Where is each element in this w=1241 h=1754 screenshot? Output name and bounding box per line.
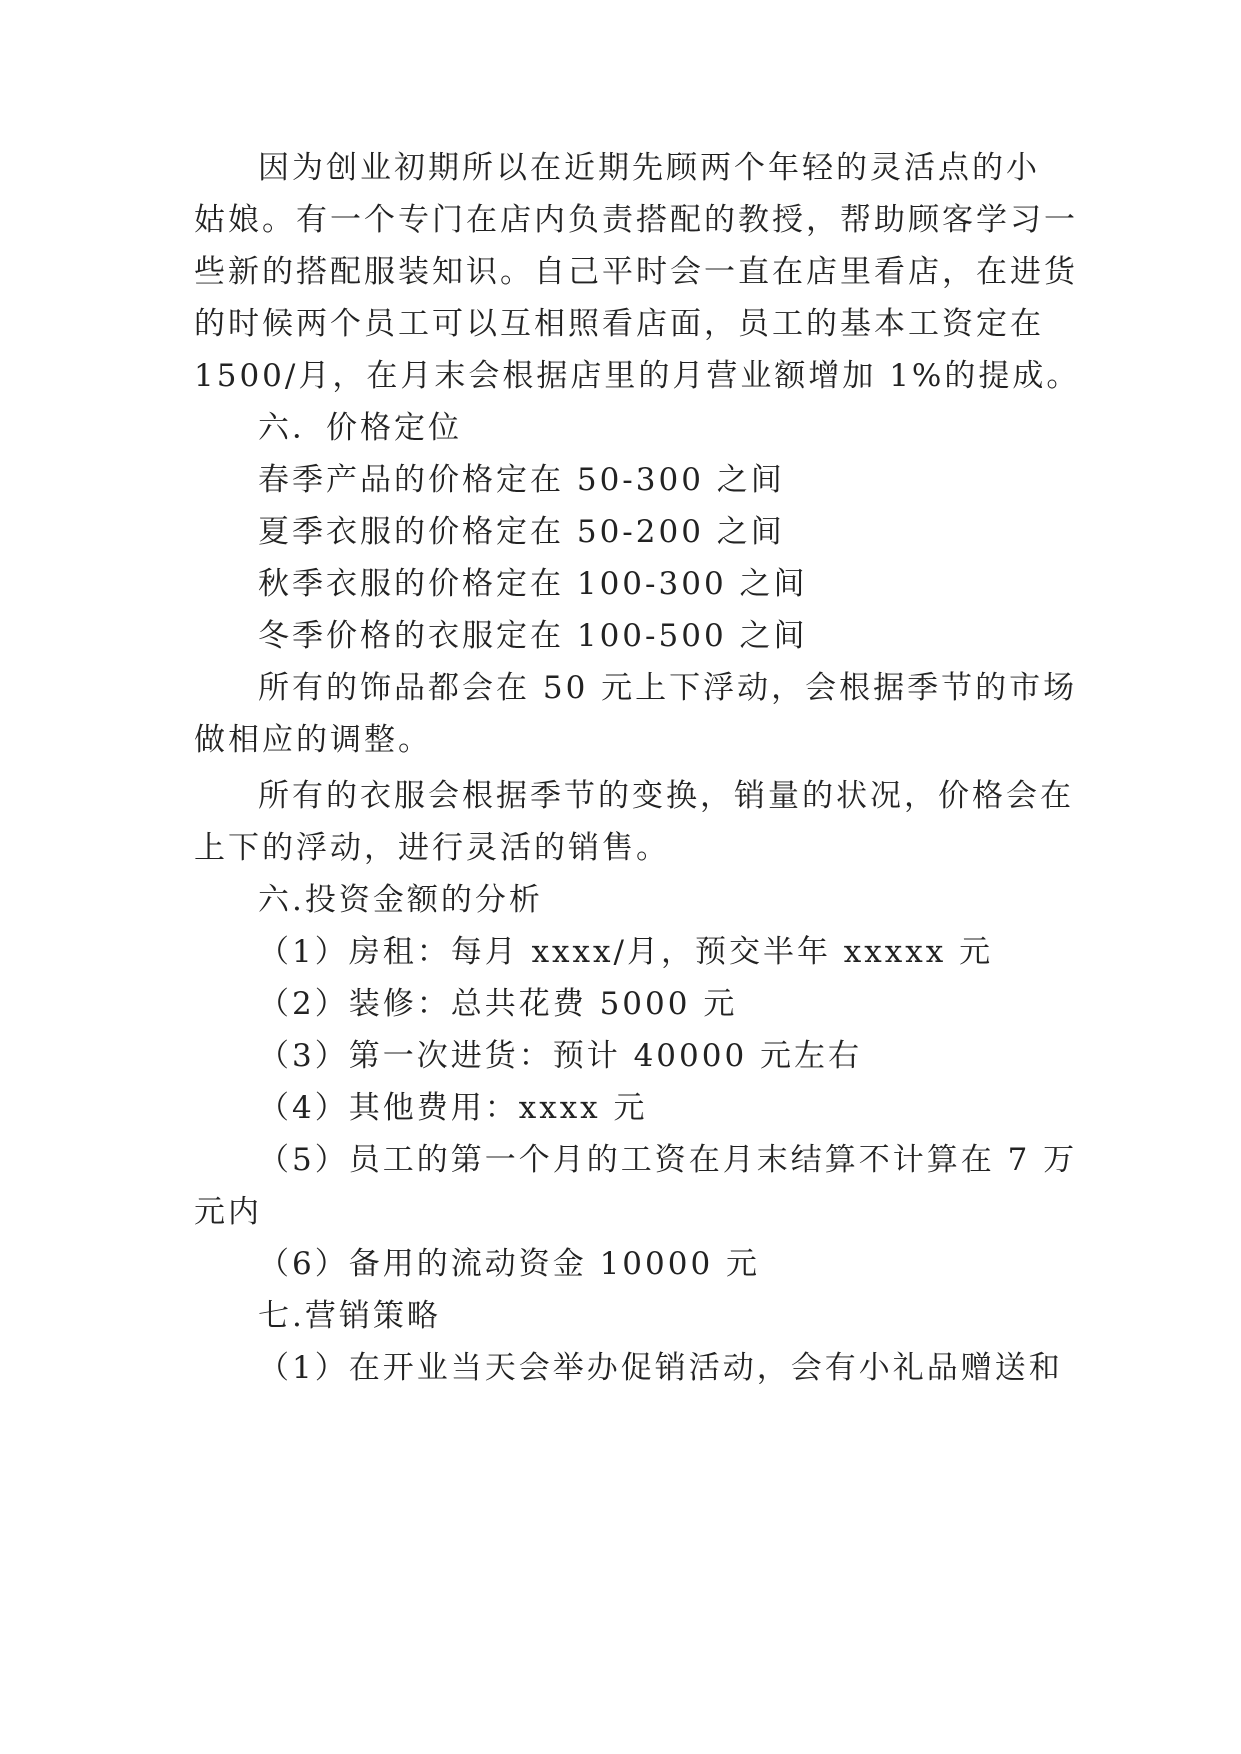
list-item: （6）备用的流动资金 10000 元 [258,1246,761,1282]
paragraph-line: 姑娘。有一个专门在店内负责搭配的教授，帮助顾客学习一 [194,202,1078,238]
list-item: （2）装修：总共花费 5000 元 [258,986,738,1022]
paragraph-line: 做相应的调整。 [194,722,432,758]
section-heading: 六．价格定位 [258,410,462,446]
list-item: 元内 [194,1194,262,1230]
price-item: 夏季衣服的价格定在 50-200 之间 [258,514,785,550]
paragraph-line: 所有的饰品都会在 50 元上下浮动，会根据季节的市场 [258,670,1078,706]
list-item: （1）房租：每月 xxxx/月，预交半年 xxxxx 元 [258,934,994,970]
paragraph-line: 因为创业初期所以在近期先顾两个年轻的灵活点的小 [258,150,1040,186]
paragraph-line: 的时候两个员工可以互相照看店面，员工的基本工资定在 [194,306,1044,342]
section-heading: 七.营销策略 [258,1298,441,1334]
list-item: （3）第一次进货：预计 40000 元左右 [258,1038,863,1074]
price-item: 冬季价格的衣服定在 100-500 之间 [258,618,808,654]
paragraph-line: 上下的浮动，进行灵活的销售。 [194,830,670,866]
section-heading: 六.投资金额的分析 [258,882,543,918]
paragraph-line: 些新的搭配服装知识。自己平时会一直在店里看店，在进货 [194,254,1078,290]
paragraph-line: 1500/月，在月末会根据店里的月营业额增加 1%的提成。 [194,358,1081,394]
price-item: 秋季衣服的价格定在 100-300 之间 [258,566,808,602]
price-item: 春季产品的价格定在 50-300 之间 [258,462,785,498]
list-item: （4）其他费用：xxxx 元 [258,1090,648,1126]
list-item: （1）在开业当天会举办促销活动，会有小礼品赠送和 [258,1350,1063,1386]
paragraph-line: 所有的衣服会根据季节的变换，销量的状况，价格会在 [258,778,1074,814]
list-item: （5）员工的第一个月的工资在月末结算不计算在 7 万 [258,1142,1078,1178]
